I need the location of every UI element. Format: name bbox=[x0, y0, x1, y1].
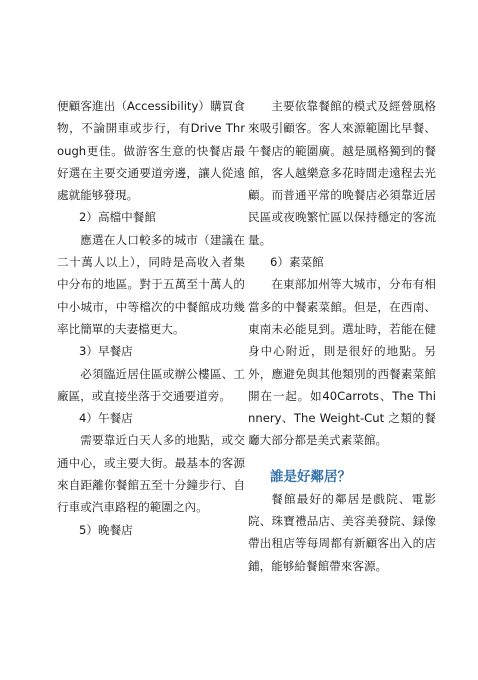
paragraph-breakfast-shop: 必須臨近居住區或辦公樓區、工廠區，或直接坐落于交通要道旁。 bbox=[57, 366, 245, 403]
paragraph-high-end-restaurant: 應選在人口較多的城市（建議在二十萬人以上），同時是高收入者集中分布的地區。對于五萬至十萬人的中小城市，中等檔次的中餐館成功幾率比簡單的夫妻檔更大。 bbox=[57, 232, 245, 336]
heading-high-end-restaurant: 2）高檔中餐館 bbox=[79, 210, 156, 225]
heading-breakfast-shop: 3）早餐店 bbox=[79, 344, 133, 359]
paragraph-lunch-shop: 需要靠近白天人多的地點，或交通中心，或主要大街。最基本的客源來自距離你餐館五至十分鐘步行、自行車或汽車路程的範圍之內。 bbox=[57, 433, 245, 515]
heading-lunch-shop: 4）午餐店 bbox=[79, 411, 133, 426]
paragraph-vegetarian-restaurant: 在東部加州等大城市，分布有相當多的中餐素菜館。但是，在西南、東南未必能見到。選址時，若能在健身中心附近，則是很好的地點。另外，應避免與其他類別的西餐素菜館開在一起。如40Carrots、The Thinnery、The Weight-Cut 之類的餐廳大部分都是美式素菜館。 bbox=[248, 277, 436, 448]
paragraph-accessibility: 便顧客進出（Accessibility）購買食物，不論開車或步行，有Drive Through更佳。做游客生意的快餐店最好選在主要交通要道旁邊，讓人從遠處就能够發現。 bbox=[57, 99, 245, 203]
section-title-good-neighbors: 誰是好鄰居？ bbox=[270, 468, 351, 485]
paragraph-dinner-shop: 主要依靠餐館的模式及經營風格來吸引顧客。客人來源範圍比早餐、午餐店的範圍廣。越是風格獨到的餐館，客人越樂意多花時間走遠程去光顧。而普通平常的晚餐店必須靠近居民區或夜晚繁忙區以保持穩定的客流量。 bbox=[248, 99, 436, 247]
right-column bbox=[248, 95, 436, 577]
paragraph-good-neighbors: 餐館最好的鄰居是戲院、電影院、珠寶禮品店、美容美發院、録像帶出租店等每周都有新顧客出入的店鋪，能够給餐館帶來客源。 bbox=[248, 491, 436, 573]
left-column bbox=[57, 95, 245, 541]
heading-dinner-shop: 5）晚餐店 bbox=[79, 522, 133, 537]
heading-vegetarian-restaurant: 6）素菜館 bbox=[270, 255, 324, 270]
